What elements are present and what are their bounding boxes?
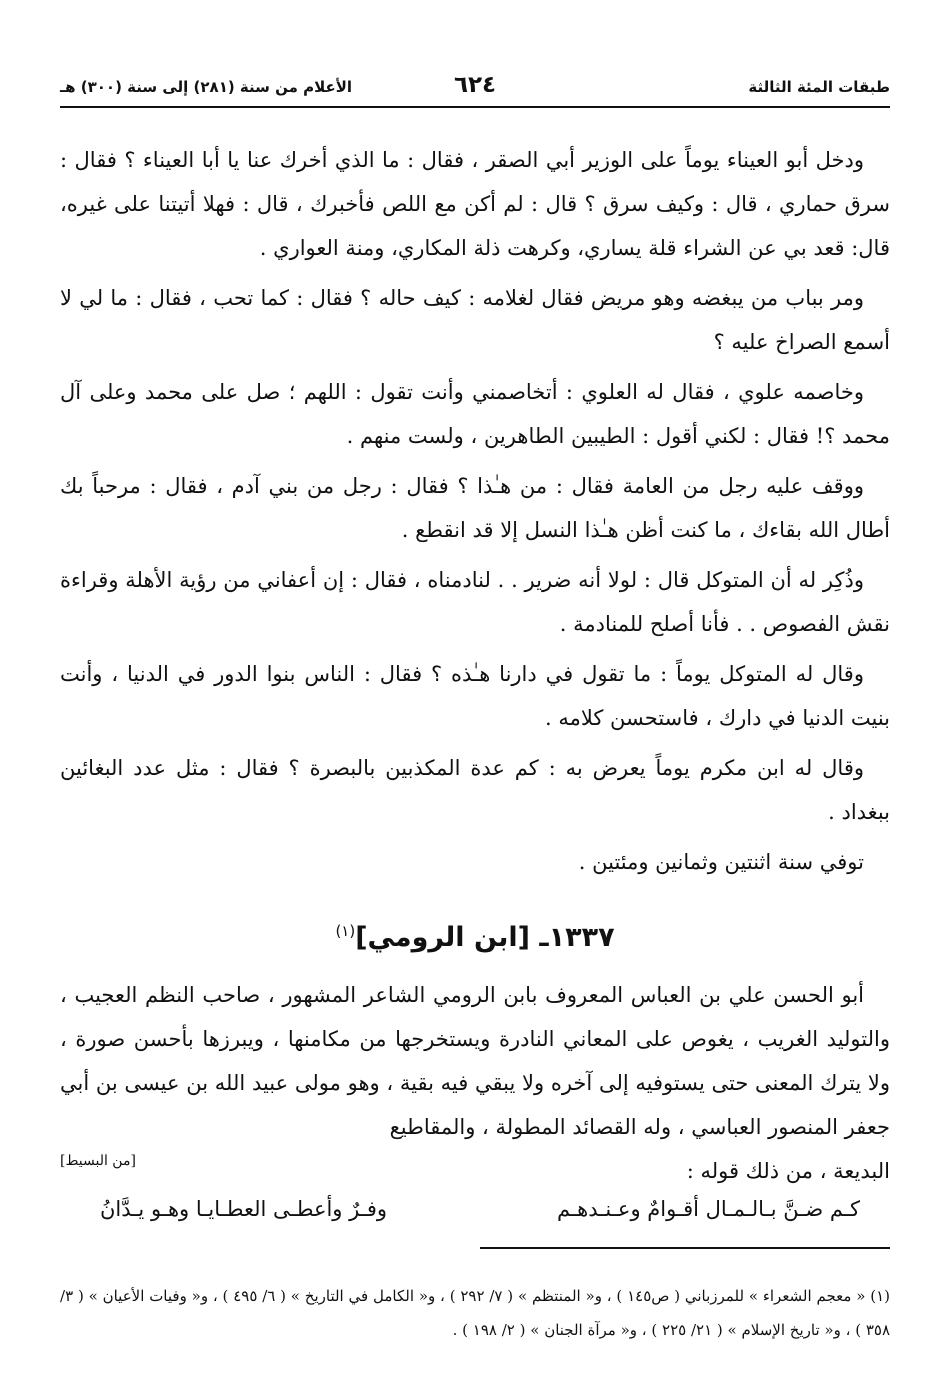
paragraph-4: ووقف عليه رجل من العامة فقال : من هـٰذا ؟ فقال : رجل من بني آدم ، فقال : مرحباً بك أطال الله بقاءك ، ما كنت أظن هـٰذا النسل إلا قد انقطع . (60, 474, 890, 542)
verse-second-hemistich: وفـرٌ وأعطـى العطـايـا وهـو يـدَّانُ (100, 1197, 388, 1221)
verse-intro: البديعة ، من ذلك قوله : (686, 1159, 890, 1183)
footnote: (١) « معجم الشعراء » للمرزباني ( ص١٤٥ ) ، و« المنتظم » ( ٧/ ٢٩٢ ) ، و« الكامل في التاريخ » ( ٦/ ٤٩٥ ) ، و« وفيات الأعيان » ( ٣/ ٣٥٨ ) ، و« تاريخ الإسلام » ( ٢١/ ٢٢٥ ) ، و« مرآة الجنان » ( ٢/ ١٩٨ ) . (60, 1287, 890, 1339)
entry-heading-text: ١٣٣٧ـ [ابن الرومي] (355, 922, 615, 953)
paragraph-6: وقال له المتوكل يوماً : ما تقول في دارنا هـٰذه ؟ فقال : الناس بنوا الدور في الدنيا ، وأنت بنيت الدنيا في دارك ، فاستحسن كلامه . (60, 662, 890, 730)
verse-intro-line (60, 1149, 890, 1193)
page-number: ٦٢٤ (453, 72, 497, 98)
paragraph-5: وذُكِر له أن المتوكل قال : لولا أنه ضرير . . لنادمناه ، فقال : إن أعفاني من رؤية الأهلة وقراءة نقش الفصوص . . فأنا أصلح للمنادمة . (60, 568, 890, 636)
paragraph-8: توفي سنة اثنتين وثمانين ومئتين . (578, 850, 864, 874)
header-range-title: الأعلام من سنة (٢٨١) إلى سنة (٣٠٠) هـ (60, 78, 353, 96)
paragraph-3: وخاصمه علوي ، فقال له العلوي : أتخاصمني وأنت تقول : اللهم ؛ صل على محمد وعلى آل محمد ؟! فقال : لكني أقول : الطيبين الطاهرين ، ولست منهم . (60, 380, 890, 448)
header-section-title: طبقات المئة الثالثة (748, 78, 890, 96)
poetic-meter-label: [من البسيط] (60, 1153, 136, 1169)
paragraph-7: وقال له ابن مكرم يوماً يعرض به : كم عدة المكذبين بالبصرة ؟ فقال : مثل عدد البغائين ببغداد . (60, 756, 890, 824)
verse-first-hemistich: كـم ضـنَّ بـالـمـال أقـوامٌ وعـنـدهـم (557, 1197, 860, 1221)
footnote-ref: (١) (335, 922, 356, 940)
verse-line (60, 1193, 890, 1239)
paragraph-1: ودخل أبو العيناء يوماً على الوزير أبي الصقر ، فقال : ما الذي أخرك عنا يا أبا العيناء ؟ فقال : سرق حماري ، قال : وكيف سرق ؟ قال : لم أكن مع اللص فأخبرك ، قال : فهلا أتيتنا على غيره، قال: قعد بي عن الشراء قلة يساري، وكرهت ذلة المكاري، ومنة العواري . (60, 148, 890, 260)
entry-heading (60, 922, 890, 953)
footnote-divider (480, 1247, 890, 1249)
paragraph-2: ومر بباب من يبغضه وهو مريض فقال لغلامه : كيف حاله ؟ فقال : كما تحب ، فقال : ما لي لا أسمع الصراخ عليه ؟ (60, 286, 890, 354)
running-header (60, 70, 890, 108)
main-text (60, 138, 890, 1239)
entry-paragraph: أبو الحسن علي بن العباس المعروف بابن الرومي الشاعر المشهور ، صاحب النظم العجيب ، والتوليد الغريب ، يغوص على المعاني النادرة ويستخرجها من مكامنها ، ويبرزها بأحسن صورة ، ولا يترك المعنى حتى يستوفيه إلى آخره ولا يبقي فيه بقية ، وهو مولى عبيد الله بن عيسى بن أبي جعفر المنصور العباسي ، وله القصائد المطولة ، والمقاطيع (60, 983, 890, 1139)
